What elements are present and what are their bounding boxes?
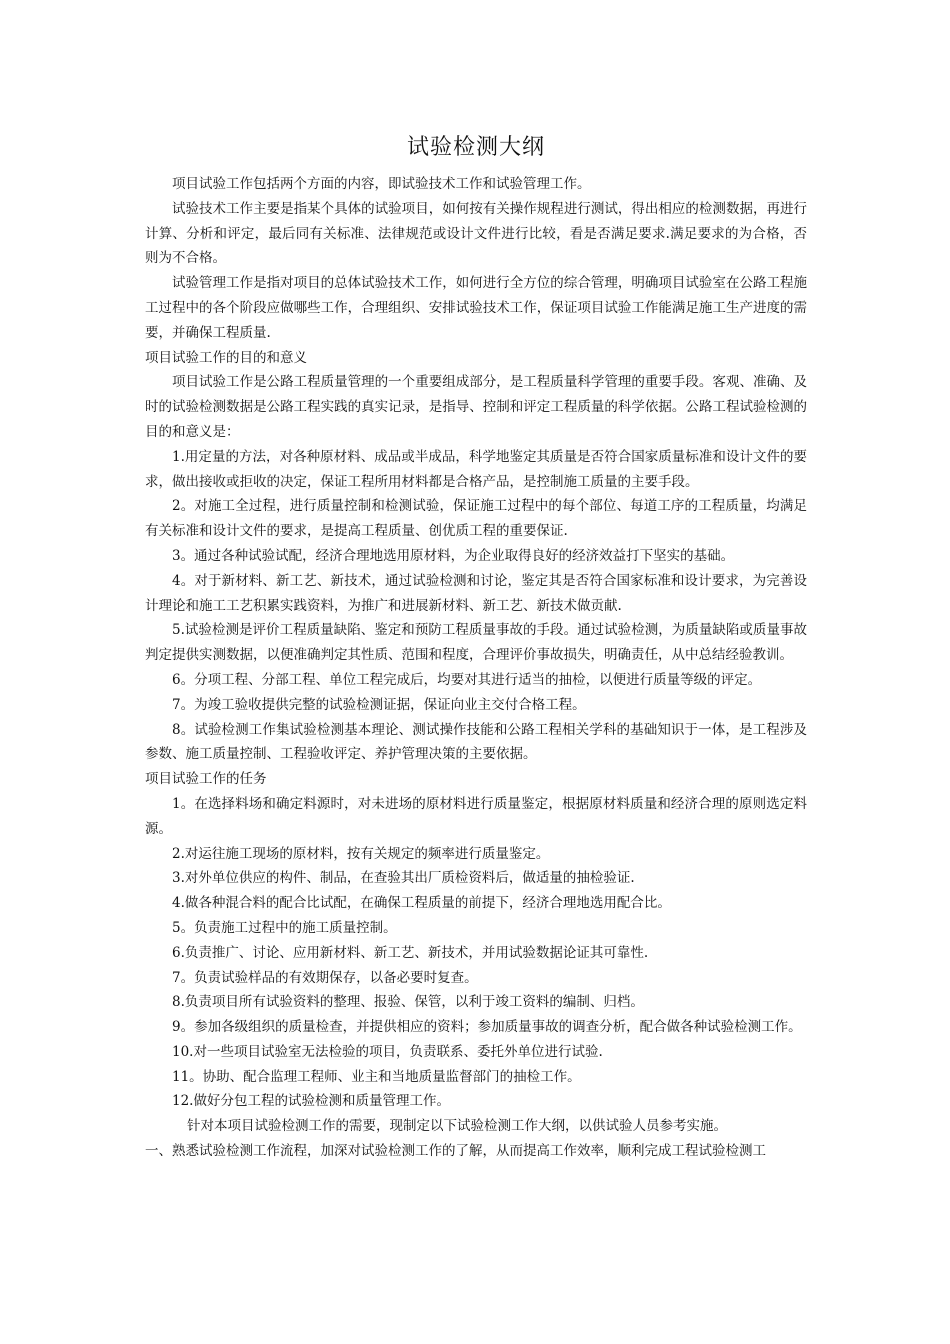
section-heading: 项目试验工作的任务 (145, 771, 267, 788)
body-paragraph: 2。对施工全过程，进行质量控制和检测试验，保证施工过程中的每个部位、每道工序的工程质量，均满足有关标准和设计文件的要求，是提高工程质量、创优质工程的重要保证. (145, 498, 807, 540)
document-body (145, 172, 807, 1164)
section-heading: 一、熟悉试验检测工作流程，加深对试验检测工作的了解，从而提高工作效率，顺利完成工程试验检测工 (145, 1143, 766, 1160)
body-paragraph: 1.用定量的方法，对各种原材料、成品或半成品，科学地鉴定其质量是否符合国家质量标准和设计文件的要求，做出接收或拒收的决定，保证工程所用材料都是合格产品，是控制施工质量的主要手段。 (145, 448, 807, 490)
body-paragraph: 试验管理工作是指对项目的总体试验技术工作，如何进行全方位的综合管理，明确项目试验室在公路工程施工过程中的各个阶段应做哪些工作，合理组织、安排试验技术工作，保证项目试验工作能满足施工生产进度的需要，并确保工程质量. (145, 275, 807, 341)
document-page (145, 128, 807, 1164)
body-paragraph: 3。通过各种试验试配，经济合理地选用原材料，为企业取得良好的经济效益打下坚实的基础。 (172, 547, 735, 564)
body-paragraph: 9。参加各级组织的质量检查，并提供相应的资料；参加质量事故的调查分析，配合做各种试验检测工作。 (172, 1019, 802, 1036)
body-paragraph: 10.对一些项目试验室无法检验的项目，负责联系、委托外单位进行试验. (172, 1043, 603, 1060)
body-paragraph: 4。对于新材料、新工艺、新技术，通过试验检测和讨论，鉴定其是否符合国家标准和设计要求，为完善设计理论和施工工艺积累实践资料，为推广和进展新材料、新工艺、新技术做贡献. (145, 572, 807, 614)
body-paragraph: 4.做各种混合料的配合比试配，在确保工程质量的前提下，经济合理地选用配合比。 (172, 895, 671, 912)
document-title: 试验检测大纲 (406, 135, 545, 160)
body-paragraph: 5.试验检测是评价工程质量缺陷、鉴定和预防工程质量事故的手段。通过试验检测，为质量缺陷或质量事故判定提供实测数据，以便准确判定其性质、范围和程度，合理评价事故损失，明确责任，从中总结经验教训。 (145, 622, 807, 664)
body-paragraph: 11。协助、配合监理工程师、业主和当地质量监督部门的抽检工作。 (172, 1068, 581, 1085)
body-paragraph: 7。负责试验样品的有效期保存，以备必要时复查。 (172, 969, 478, 986)
section-heading: 项目试验工作的目的和意义 (145, 349, 307, 366)
body-paragraph: 项目试验工作包括两个方面的内容，即试验技术工作和试验管理工作。 (172, 176, 591, 192)
body-paragraph: 8。试验检测工作集试验检测基本理论、测试操作技能和公路工程相关学科的基础知识于一体，是工程涉及参数、施工质量控制、工程验收评定、养护管理决策的主要依据。 (145, 721, 807, 763)
body-paragraph: 1。在选择料场和确定料源时，对未进场的原材料进行质量鉴定，根据原材料质量和经济合理的原则选定料源。 (145, 795, 807, 837)
body-paragraph: 针对本项目试验检测工作的需要，现制定以下试验检测工作大纲，以供试验人员参考实施。 (187, 1118, 727, 1135)
body-paragraph: 12.做好分包工程的试验检测和质量管理工作。 (172, 1093, 450, 1110)
body-paragraph: 3.对外单位供应的构件、制品，在查验其出厂质检资料后，做适量的抽检验证. (172, 870, 635, 887)
body-paragraph: 8.负责项目所有试验资料的整理、报验、保管，以利于竣工资料的编制、归档。 (172, 994, 644, 1011)
body-paragraph: 6.负责推广、讨论、应用新材料、新工艺、新技术，并用试验数据论证其可靠性. (172, 944, 649, 961)
body-paragraph: 项目试验工作是公路工程质量管理的一个重要组成部分，是工程质量科学管理的重要手段。客观、准确、及时的试验检测数据是公路工程实践的真实记录，是指导、控制和评定工程质量的科学依据。公路工程试验检测的目的和意义是： (145, 374, 807, 440)
body-paragraph: 试验技术工作主要是指某个具体的试验项目，如何按有关操作规程进行测试，得出相应的检测数据，再进行计算、分析和评定，最后同有关标准、法律规范或设计文件进行比较，看是否满足要求.满足要求的为合格，否则为不合格。 (145, 200, 807, 267)
body-paragraph: 6。分项工程、分部工程、单位工程完成后，均要对其进行适当的抽检，以便进行质量等级的评定。 (172, 671, 762, 688)
body-paragraph: 2.对运往施工现场的原材料，按有关规定的频率进行质量鉴定。 (172, 845, 550, 862)
body-paragraph: 5。负责施工过程中的施工质量控制。 (172, 919, 397, 936)
body-paragraph: 7。为竣工验收提供完整的试验检测证据，保证向业主交付合格工程。 (172, 696, 586, 713)
